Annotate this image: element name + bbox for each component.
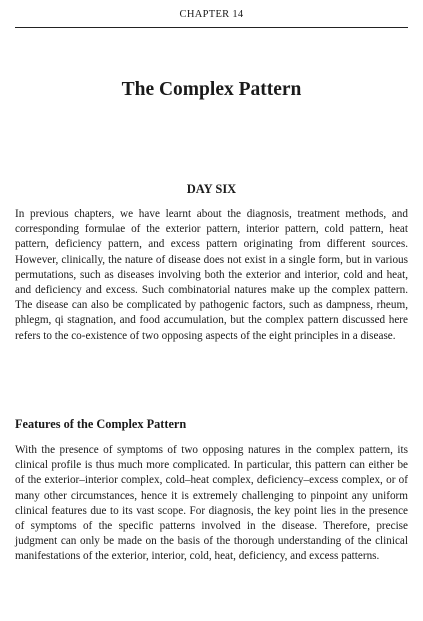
running-head: CHAPTER 14 — [179, 9, 244, 20]
section-heading: DAY SIX — [186, 182, 237, 196]
features-paragraph: With the presence of symptoms of two opposing natures in the complex pattern, its clinical profile is thus much more complicated. In particular, this pattern can either be of the exterior–interior complex, cold–heat complex, deficiency–excess complex, or of many other circumstances, hence it is extremely challenging to pinpoint any uniform clinical features due to its vast scope. For diagnosis, the key point lies in the presence of symptoms of the specific patterns involved in the disease. Therefore, precise judgment can only be made on the basis of the thorough understanding of the clinical manifestations of the exterior, interior, cold, heat, deficiency, and excess patterns. — [15, 444, 408, 563]
intro-paragraph: In previous chapters, we have learnt about the diagnosis, treatment methods, and corresponding formulae of the exterior pattern, interior pattern, cold pattern, heat pattern, deficiency pattern, and excess pattern originating from different sources. However, clinically, the nature of disease does not exist in a single form, but in various permutations, such as diseases involving both the exterior and interior, cold and heat, and deficiency and excess. Such combinatorial natures make up the complex pattern. The disease can also be complicated by pathogenic factors, such as dampness, rheum, phlegm, qi stagnation, and food accumulation, but the complex pattern discussed here refers to the co-existence of two opposing aspects of the eight principles in a disease. — [15, 208, 408, 342]
header-rule — [15, 27, 408, 28]
subsection-heading: Features of the Complex Pattern — [15, 417, 187, 431]
chapter-title: The Complex Pattern — [121, 79, 302, 100]
